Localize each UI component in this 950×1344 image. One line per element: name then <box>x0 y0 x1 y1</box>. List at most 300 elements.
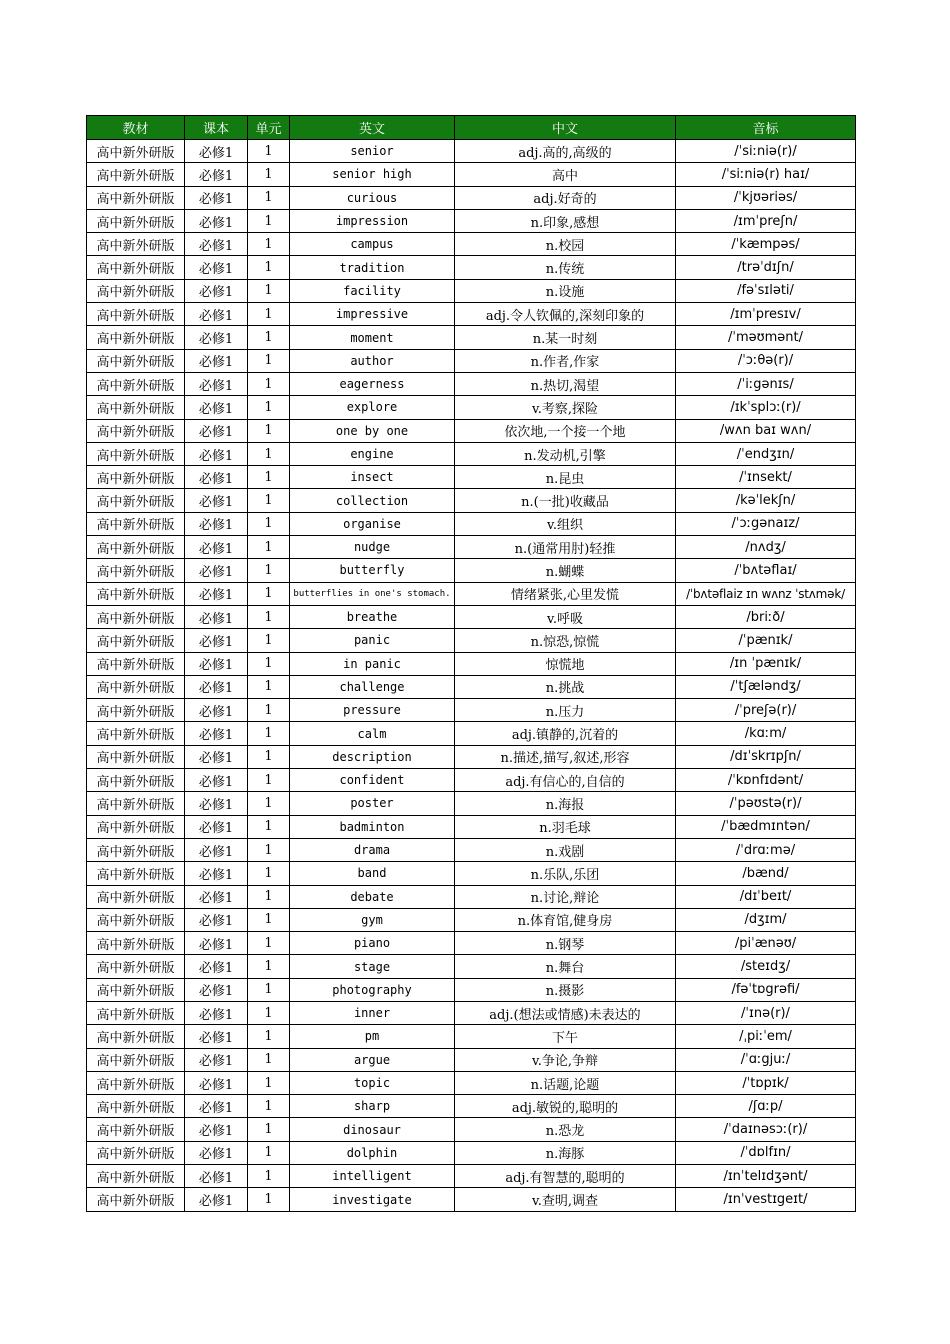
unit-cell[interactable]: 1 <box>248 699 290 722</box>
english-cell[interactable]: senior <box>290 140 455 163</box>
unit-cell[interactable]: 1 <box>248 303 290 326</box>
unit-cell[interactable]: 1 <box>248 605 290 628</box>
phonetic-cell[interactable]: /ˈdaɪnəsɔː(r)/ <box>676 1118 856 1141</box>
textbook-cell[interactable]: 高中新外研版 <box>87 769 185 792</box>
book-cell[interactable]: 必修1 <box>185 652 248 675</box>
textbook-cell[interactable]: 高中新外研版 <box>87 862 185 885</box>
unit-cell[interactable]: 1 <box>248 1071 290 1094</box>
table-row <box>87 233 856 256</box>
book-cell[interactable]: 必修1 <box>185 419 248 442</box>
unit-cell[interactable]: 1 <box>248 815 290 838</box>
table-row <box>87 372 856 395</box>
chinese-cell[interactable]: n.压力 <box>455 699 676 722</box>
english-cell[interactable]: dolphin <box>290 1141 455 1164</box>
textbook-cell[interactable]: 高中新外研版 <box>87 140 185 163</box>
phonetic-cell[interactable]: /ˈbædmɪntən/ <box>676 815 856 838</box>
unit-cell[interactable]: 1 <box>248 512 290 535</box>
unit-cell[interactable]: 1 <box>248 140 290 163</box>
chinese-cell[interactable]: n.摄影 <box>455 978 676 1001</box>
textbook-cell[interactable]: 高中新外研版 <box>87 442 185 465</box>
table-row <box>87 745 856 768</box>
book-cell[interactable]: 必修1 <box>185 1071 248 1094</box>
english-cell[interactable]: nudge <box>290 536 455 559</box>
chinese-cell[interactable]: v.呼吸 <box>455 605 676 628</box>
english-cell[interactable]: band <box>290 862 455 885</box>
unit-cell[interactable]: 1 <box>248 955 290 978</box>
phonetic-cell[interactable]: /trəˈdɪʃn/ <box>676 256 856 279</box>
book-cell[interactable]: 必修1 <box>185 140 248 163</box>
textbook-cell[interactable]: 高中新外研版 <box>87 512 185 535</box>
unit-cell[interactable]: 1 <box>248 1095 290 1118</box>
english-cell[interactable]: gym <box>290 908 455 931</box>
table-row <box>87 186 856 209</box>
chinese-cell[interactable]: n.乐队,乐团 <box>455 862 676 885</box>
textbook-cell[interactable]: 高中新外研版 <box>87 1141 185 1164</box>
chinese-cell[interactable]: n.惊恐,惊慌 <box>455 629 676 652</box>
unit-cell[interactable]: 1 <box>248 769 290 792</box>
textbook-cell[interactable]: 高中新外研版 <box>87 326 185 349</box>
english-cell[interactable]: one by one <box>290 419 455 442</box>
unit-cell[interactable]: 1 <box>248 1165 290 1188</box>
chinese-cell[interactable]: n.钢琴 <box>455 932 676 955</box>
english-cell[interactable]: engine <box>290 442 455 465</box>
unit-cell[interactable]: 1 <box>248 745 290 768</box>
english-cell[interactable]: calm <box>290 722 455 745</box>
book-cell[interactable]: 必修1 <box>185 163 248 186</box>
book-cell[interactable]: 必修1 <box>185 442 248 465</box>
phonetic-cell[interactable]: /kəˈlekʃn/ <box>676 489 856 512</box>
chinese-cell[interactable]: n.昆虫 <box>455 466 676 489</box>
unit-cell[interactable]: 1 <box>248 372 290 395</box>
chinese-cell[interactable]: v.争论,争辩 <box>455 1048 676 1071</box>
phonetic-cell[interactable]: /ˈɪnsekt/ <box>676 466 856 489</box>
english-cell[interactable]: topic <box>290 1071 455 1094</box>
textbook-cell[interactable]: 高中新外研版 <box>87 582 185 605</box>
chinese-cell[interactable]: n.作者,作家 <box>455 349 676 372</box>
textbook-cell[interactable]: 高中新外研版 <box>87 303 185 326</box>
chinese-cell[interactable]: n.某一时刻 <box>455 326 676 349</box>
phonetic-cell[interactable]: /ˈtɒpɪk/ <box>676 1071 856 1094</box>
chinese-cell[interactable]: 情绪紧张,心里发慌 <box>455 582 676 605</box>
unit-cell[interactable]: 1 <box>248 1048 290 1071</box>
phonetic-cell[interactable]: /ˈpreʃə(r)/ <box>676 699 856 722</box>
textbook-cell[interactable]: 高中新外研版 <box>87 978 185 1001</box>
phonetic-cell[interactable]: /ˌpiːˈem/ <box>676 1025 856 1048</box>
book-cell[interactable]: 必修1 <box>185 838 248 861</box>
table-row <box>87 536 856 559</box>
phonetic-cell[interactable]: /ˈsiːniə(r)/ <box>676 140 856 163</box>
textbook-cell[interactable]: 高中新外研版 <box>87 792 185 815</box>
english-cell[interactable]: drama <box>290 838 455 861</box>
unit-cell[interactable]: 1 <box>248 256 290 279</box>
chinese-cell[interactable]: adj.敏锐的,聪明的 <box>455 1095 676 1118</box>
textbook-cell[interactable]: 高中新外研版 <box>87 489 185 512</box>
phonetic-cell[interactable]: /ˈkæmpəs/ <box>676 233 856 256</box>
chinese-cell[interactable]: adj.高的,高级的 <box>455 140 676 163</box>
unit-cell[interactable]: 1 <box>248 536 290 559</box>
book-cell[interactable]: 必修1 <box>185 605 248 628</box>
table-body <box>87 140 856 1212</box>
english-cell[interactable]: badminton <box>290 815 455 838</box>
phonetic-cell[interactable]: /ˈɔːgənaɪz/ <box>676 512 856 535</box>
chinese-cell[interactable]: n.校园 <box>455 233 676 256</box>
chinese-cell[interactable]: adj.好奇的 <box>455 186 676 209</box>
phonetic-cell[interactable]: /fəˈsɪləti/ <box>676 279 856 302</box>
book-cell[interactable]: 必修1 <box>185 745 248 768</box>
unit-cell[interactable]: 1 <box>248 652 290 675</box>
english-cell[interactable]: author <box>290 349 455 372</box>
phonetic-cell[interactable]: /ɪnˈtelɪdʒənt/ <box>676 1165 856 1188</box>
textbook-cell[interactable]: 高中新外研版 <box>87 652 185 675</box>
book-cell[interactable]: 必修1 <box>185 699 248 722</box>
english-cell[interactable]: inner <box>290 1001 455 1024</box>
english-cell[interactable]: moment <box>290 326 455 349</box>
phonetic-cell[interactable]: /ˈsiːniə(r) haɪ/ <box>676 163 856 186</box>
phonetic-cell[interactable]: /dʒɪm/ <box>676 908 856 931</box>
textbook-cell[interactable]: 高中新外研版 <box>87 186 185 209</box>
phonetic-cell[interactable]: /fəˈtɒgrəfi/ <box>676 978 856 1001</box>
book-cell[interactable]: 必修1 <box>185 1001 248 1024</box>
english-cell[interactable]: impressive <box>290 303 455 326</box>
book-cell[interactable]: 必修1 <box>185 512 248 535</box>
phonetic-cell[interactable]: /ˈɑːgjuː/ <box>676 1048 856 1071</box>
phonetic-cell[interactable]: /ɪmˈpreʃn/ <box>676 209 856 232</box>
unit-cell[interactable]: 1 <box>248 186 290 209</box>
chinese-cell[interactable]: n.印象,感想 <box>455 209 676 232</box>
book-cell[interactable]: 必修1 <box>185 955 248 978</box>
textbook-cell[interactable]: 高中新外研版 <box>87 536 185 559</box>
chinese-cell[interactable]: n.描述,描写,叙述,形容 <box>455 745 676 768</box>
header-english[interactable]: 英文 <box>290 116 455 140</box>
phonetic-cell[interactable]: /ˈbʌtəflaɪ/ <box>676 559 856 582</box>
chinese-cell[interactable]: 依次地,一个接一个地 <box>455 419 676 442</box>
textbook-cell[interactable]: 高中新外研版 <box>87 1118 185 1141</box>
chinese-cell[interactable]: n.海豚 <box>455 1141 676 1164</box>
phonetic-cell[interactable]: /dɪˈbeɪt/ <box>676 885 856 908</box>
phonetic-cell[interactable]: /ˈendʒɪn/ <box>676 442 856 465</box>
textbook-cell[interactable]: 高中新外研版 <box>87 1071 185 1094</box>
book-cell[interactable]: 必修1 <box>185 1095 248 1118</box>
textbook-cell[interactable]: 高中新外研版 <box>87 1025 185 1048</box>
unit-cell[interactable]: 1 <box>248 908 290 931</box>
phonetic-cell[interactable]: /ɪkˈsplɔː(r)/ <box>676 396 856 419</box>
chinese-cell[interactable]: n.(通常用肘)轻推 <box>455 536 676 559</box>
phonetic-cell[interactable]: /ˈɔːθə(r)/ <box>676 349 856 372</box>
unit-cell[interactable]: 1 <box>248 885 290 908</box>
unit-cell[interactable]: 1 <box>248 489 290 512</box>
chinese-cell[interactable]: n.(一批)收藏品 <box>455 489 676 512</box>
phonetic-cell[interactable]: /piˈænəʊ/ <box>676 932 856 955</box>
header-chinese[interactable]: 中文 <box>455 116 676 140</box>
phonetic-cell[interactable]: /nʌdʒ/ <box>676 536 856 559</box>
unit-cell[interactable]: 1 <box>248 1001 290 1024</box>
chinese-cell[interactable]: n.话题,论题 <box>455 1071 676 1094</box>
table-row <box>87 675 856 698</box>
chinese-cell[interactable]: n.舞台 <box>455 955 676 978</box>
english-cell[interactable]: piano <box>290 932 455 955</box>
textbook-cell[interactable]: 高中新外研版 <box>87 908 185 931</box>
unit-cell[interactable]: 1 <box>248 279 290 302</box>
unit-cell[interactable]: 1 <box>248 349 290 372</box>
english-cell[interactable]: pm <box>290 1025 455 1048</box>
book-cell[interactable]: 必修1 <box>185 1188 248 1211</box>
textbook-cell[interactable]: 高中新外研版 <box>87 279 185 302</box>
english-cell[interactable]: explore <box>290 396 455 419</box>
book-cell[interactable]: 必修1 <box>185 396 248 419</box>
book-cell[interactable]: 必修1 <box>185 303 248 326</box>
unit-cell[interactable]: 1 <box>248 163 290 186</box>
phonetic-cell[interactable]: /bænd/ <box>676 862 856 885</box>
english-cell[interactable]: campus <box>290 233 455 256</box>
book-cell[interactable]: 必修1 <box>185 908 248 931</box>
english-cell[interactable]: eagerness <box>290 372 455 395</box>
unit-cell[interactable]: 1 <box>248 862 290 885</box>
textbook-cell[interactable]: 高中新外研版 <box>87 1095 185 1118</box>
textbook-cell[interactable]: 高中新外研版 <box>87 349 185 372</box>
chinese-cell[interactable]: adj.有信心的,自信的 <box>455 769 676 792</box>
chinese-cell[interactable]: n.羽毛球 <box>455 815 676 838</box>
phonetic-cell[interactable]: /briːð/ <box>676 605 856 628</box>
vocabulary-table <box>86 115 856 1212</box>
textbook-cell[interactable]: 高中新外研版 <box>87 1188 185 1211</box>
textbook-cell[interactable]: 高中新外研版 <box>87 209 185 232</box>
english-cell[interactable]: insect <box>290 466 455 489</box>
textbook-cell[interactable]: 高中新外研版 <box>87 885 185 908</box>
textbook-cell[interactable]: 高中新外研版 <box>87 722 185 745</box>
unit-cell[interactable]: 1 <box>248 1141 290 1164</box>
book-cell[interactable]: 必修1 <box>185 466 248 489</box>
phonetic-cell[interactable]: /ˈpəʊstə(r)/ <box>676 792 856 815</box>
phonetic-cell[interactable]: /ˈtʃæləndʒ/ <box>676 675 856 698</box>
book-cell[interactable]: 必修1 <box>185 326 248 349</box>
unit-cell[interactable]: 1 <box>248 722 290 745</box>
table-row <box>87 256 856 279</box>
unit-cell[interactable]: 1 <box>248 559 290 582</box>
book-cell[interactable]: 必修1 <box>185 279 248 302</box>
header-textbook[interactable]: 教材 <box>87 116 185 140</box>
unit-cell[interactable]: 1 <box>248 838 290 861</box>
english-cell[interactable]: impression <box>290 209 455 232</box>
book-cell[interactable]: 必修1 <box>185 233 248 256</box>
phonetic-cell[interactable]: /kɑːm/ <box>676 722 856 745</box>
unit-cell[interactable]: 1 <box>248 792 290 815</box>
table-row <box>87 209 856 232</box>
book-cell[interactable]: 必修1 <box>185 256 248 279</box>
unit-cell[interactable]: 1 <box>248 396 290 419</box>
book-cell[interactable]: 必修1 <box>185 536 248 559</box>
unit-cell[interactable]: 1 <box>248 978 290 1001</box>
english-cell[interactable]: panic <box>290 629 455 652</box>
book-cell[interactable]: 必修1 <box>185 372 248 395</box>
phonetic-cell[interactable]: /ʃɑːp/ <box>676 1095 856 1118</box>
english-cell[interactable]: tradition <box>290 256 455 279</box>
english-cell[interactable]: facility <box>290 279 455 302</box>
chinese-cell[interactable]: n.海报 <box>455 792 676 815</box>
english-cell[interactable]: confident <box>290 769 455 792</box>
table-row <box>87 396 856 419</box>
textbook-cell[interactable]: 高中新外研版 <box>87 605 185 628</box>
unit-cell[interactable]: 1 <box>248 932 290 955</box>
phonetic-cell[interactable]: /ɪnˈvestɪgeɪt/ <box>676 1188 856 1211</box>
english-cell[interactable]: debate <box>290 885 455 908</box>
unit-cell[interactable]: 1 <box>248 629 290 652</box>
book-cell[interactable]: 必修1 <box>185 489 248 512</box>
english-cell[interactable]: breathe <box>290 605 455 628</box>
book-cell[interactable]: 必修1 <box>185 559 248 582</box>
table-row <box>87 1071 856 1094</box>
unit-cell[interactable]: 1 <box>248 1188 290 1211</box>
english-cell[interactable]: collection <box>290 489 455 512</box>
textbook-cell[interactable]: 高中新外研版 <box>87 745 185 768</box>
chinese-cell[interactable]: n.设施 <box>455 279 676 302</box>
english-cell[interactable]: challenge <box>290 675 455 698</box>
phonetic-cell[interactable]: /ˈdɒlfɪn/ <box>676 1141 856 1164</box>
english-cell[interactable]: intelligent <box>290 1165 455 1188</box>
chinese-cell[interactable]: n.传统 <box>455 256 676 279</box>
book-cell[interactable]: 必修1 <box>185 862 248 885</box>
table-row <box>87 1188 856 1211</box>
textbook-cell[interactable]: 高中新外研版 <box>87 256 185 279</box>
book-cell[interactable]: 必修1 <box>185 1025 248 1048</box>
phonetic-cell[interactable]: /ˈbʌtəflaiz ɪn wʌnz ˈstʌmək/ <box>676 582 856 605</box>
english-cell[interactable]: dinosaur <box>290 1118 455 1141</box>
textbook-cell[interactable]: 高中新外研版 <box>87 675 185 698</box>
table-row <box>87 652 856 675</box>
phonetic-cell[interactable]: /ˈpænɪk/ <box>676 629 856 652</box>
english-cell[interactable]: investigate <box>290 1188 455 1211</box>
header-unit[interactable]: 单元 <box>248 116 290 140</box>
book-cell[interactable]: 必修1 <box>185 209 248 232</box>
unit-cell[interactable]: 1 <box>248 1025 290 1048</box>
chinese-cell[interactable]: 惊慌地 <box>455 652 676 675</box>
textbook-cell[interactable]: 高中新外研版 <box>87 559 185 582</box>
textbook-cell[interactable]: 高中新外研版 <box>87 955 185 978</box>
english-cell[interactable]: in panic <box>290 652 455 675</box>
english-cell[interactable]: photography <box>290 978 455 1001</box>
textbook-cell[interactable]: 高中新外研版 <box>87 1165 185 1188</box>
book-cell[interactable]: 必修1 <box>185 1118 248 1141</box>
phonetic-cell[interactable]: /ˈdrɑːmə/ <box>676 838 856 861</box>
unit-cell[interactable]: 1 <box>248 675 290 698</box>
textbook-cell[interactable]: 高中新外研版 <box>87 815 185 838</box>
textbook-cell[interactable]: 高中新外研版 <box>87 466 185 489</box>
chinese-cell[interactable]: v.查明,调查 <box>455 1188 676 1211</box>
table-row <box>87 1048 856 1071</box>
phonetic-cell[interactable]: /dɪˈskrɪpʃn/ <box>676 745 856 768</box>
textbook-cell[interactable]: 高中新外研版 <box>87 163 185 186</box>
book-cell[interactable]: 必修1 <box>185 769 248 792</box>
book-cell[interactable]: 必修1 <box>185 815 248 838</box>
book-cell[interactable]: 必修1 <box>185 629 248 652</box>
unit-cell[interactable]: 1 <box>248 326 290 349</box>
textbook-cell[interactable]: 高中新外研版 <box>87 838 185 861</box>
phonetic-cell[interactable]: /ˈɪnə(r)/ <box>676 1001 856 1024</box>
chinese-cell[interactable]: n.讨论,辩论 <box>455 885 676 908</box>
chinese-cell[interactable]: 下午 <box>455 1025 676 1048</box>
chinese-cell[interactable]: adj.令人钦佩的,深刻印象的 <box>455 303 676 326</box>
phonetic-cell[interactable]: /ɪmˈpresɪv/ <box>676 303 856 326</box>
table-row <box>87 326 856 349</box>
unit-cell[interactable]: 1 <box>248 419 290 442</box>
unit-cell[interactable]: 1 <box>248 442 290 465</box>
phonetic-cell[interactable]: /ˈməʊmənt/ <box>676 326 856 349</box>
chinese-cell[interactable]: n.发动机,引擎 <box>455 442 676 465</box>
unit-cell[interactable]: 1 <box>248 582 290 605</box>
phonetic-cell[interactable]: /ˈiːgənɪs/ <box>676 372 856 395</box>
chinese-cell[interactable]: adj.镇静的,沉着的 <box>455 722 676 745</box>
textbook-cell[interactable]: 高中新外研版 <box>87 932 185 955</box>
english-cell[interactable]: curious <box>290 186 455 209</box>
table-row <box>87 303 856 326</box>
english-cell[interactable]: organise <box>290 512 455 535</box>
english-cell[interactable]: argue <box>290 1048 455 1071</box>
chinese-cell[interactable]: 高中 <box>455 163 676 186</box>
chinese-cell[interactable]: v.考察,探险 <box>455 396 676 419</box>
textbook-cell[interactable]: 高中新外研版 <box>87 629 185 652</box>
book-cell[interactable]: 必修1 <box>185 1048 248 1071</box>
header-book[interactable]: 课本 <box>185 116 248 140</box>
book-cell[interactable]: 必修1 <box>185 722 248 745</box>
unit-cell[interactable]: 1 <box>248 233 290 256</box>
chinese-cell[interactable]: n.挑战 <box>455 675 676 698</box>
book-cell[interactable]: 必修1 <box>185 932 248 955</box>
textbook-cell[interactable]: 高中新外研版 <box>87 419 185 442</box>
english-cell[interactable]: description <box>290 745 455 768</box>
book-cell[interactable]: 必修1 <box>185 186 248 209</box>
textbook-cell[interactable]: 高中新外研版 <box>87 233 185 256</box>
book-cell[interactable]: 必修1 <box>185 582 248 605</box>
english-cell[interactable]: senior high <box>290 163 455 186</box>
chinese-cell[interactable]: n.热切,渴望 <box>455 372 676 395</box>
book-cell[interactable]: 必修1 <box>185 1165 248 1188</box>
chinese-cell[interactable]: n.蝴蝶 <box>455 559 676 582</box>
english-cell[interactable]: butterflies in one's stomach. <box>290 582 455 605</box>
table-row <box>87 512 856 535</box>
phonetic-cell[interactable]: /ˈkɒnfɪdənt/ <box>676 769 856 792</box>
unit-cell[interactable]: 1 <box>248 209 290 232</box>
chinese-cell[interactable]: n.恐龙 <box>455 1118 676 1141</box>
textbook-cell[interactable]: 高中新外研版 <box>87 372 185 395</box>
chinese-cell[interactable]: v.组织 <box>455 512 676 535</box>
textbook-cell[interactable]: 高中新外研版 <box>87 1001 185 1024</box>
book-cell[interactable]: 必修1 <box>185 792 248 815</box>
chinese-cell[interactable]: adj.(想法或情感)未表达的 <box>455 1001 676 1024</box>
english-cell[interactable]: butterfly <box>290 559 455 582</box>
book-cell[interactable]: 必修1 <box>185 675 248 698</box>
book-cell[interactable]: 必修1 <box>185 978 248 1001</box>
english-cell[interactable]: stage <box>290 955 455 978</box>
phonetic-cell[interactable]: /ɪn ˈpænɪk/ <box>676 652 856 675</box>
header-phonetic[interactable]: 音标 <box>676 116 856 140</box>
textbook-cell[interactable]: 高中新外研版 <box>87 396 185 419</box>
english-cell[interactable]: poster <box>290 792 455 815</box>
book-cell[interactable]: 必修1 <box>185 1141 248 1164</box>
unit-cell[interactable]: 1 <box>248 466 290 489</box>
english-cell[interactable]: pressure <box>290 699 455 722</box>
phonetic-cell[interactable]: /wʌn baɪ wʌn/ <box>676 419 856 442</box>
unit-cell[interactable]: 1 <box>248 1118 290 1141</box>
textbook-cell[interactable]: 高中新外研版 <box>87 699 185 722</box>
chinese-cell[interactable]: adj.有智慧的,聪明的 <box>455 1165 676 1188</box>
phonetic-cell[interactable]: /ˈkjʊəriəs/ <box>676 186 856 209</box>
book-cell[interactable]: 必修1 <box>185 885 248 908</box>
phonetic-cell[interactable]: /steɪdʒ/ <box>676 955 856 978</box>
chinese-cell[interactable]: n.体育馆,健身房 <box>455 908 676 931</box>
textbook-cell[interactable]: 高中新外研版 <box>87 1048 185 1071</box>
book-cell[interactable]: 必修1 <box>185 349 248 372</box>
chinese-cell[interactable]: n.戏剧 <box>455 838 676 861</box>
english-cell[interactable]: sharp <box>290 1095 455 1118</box>
